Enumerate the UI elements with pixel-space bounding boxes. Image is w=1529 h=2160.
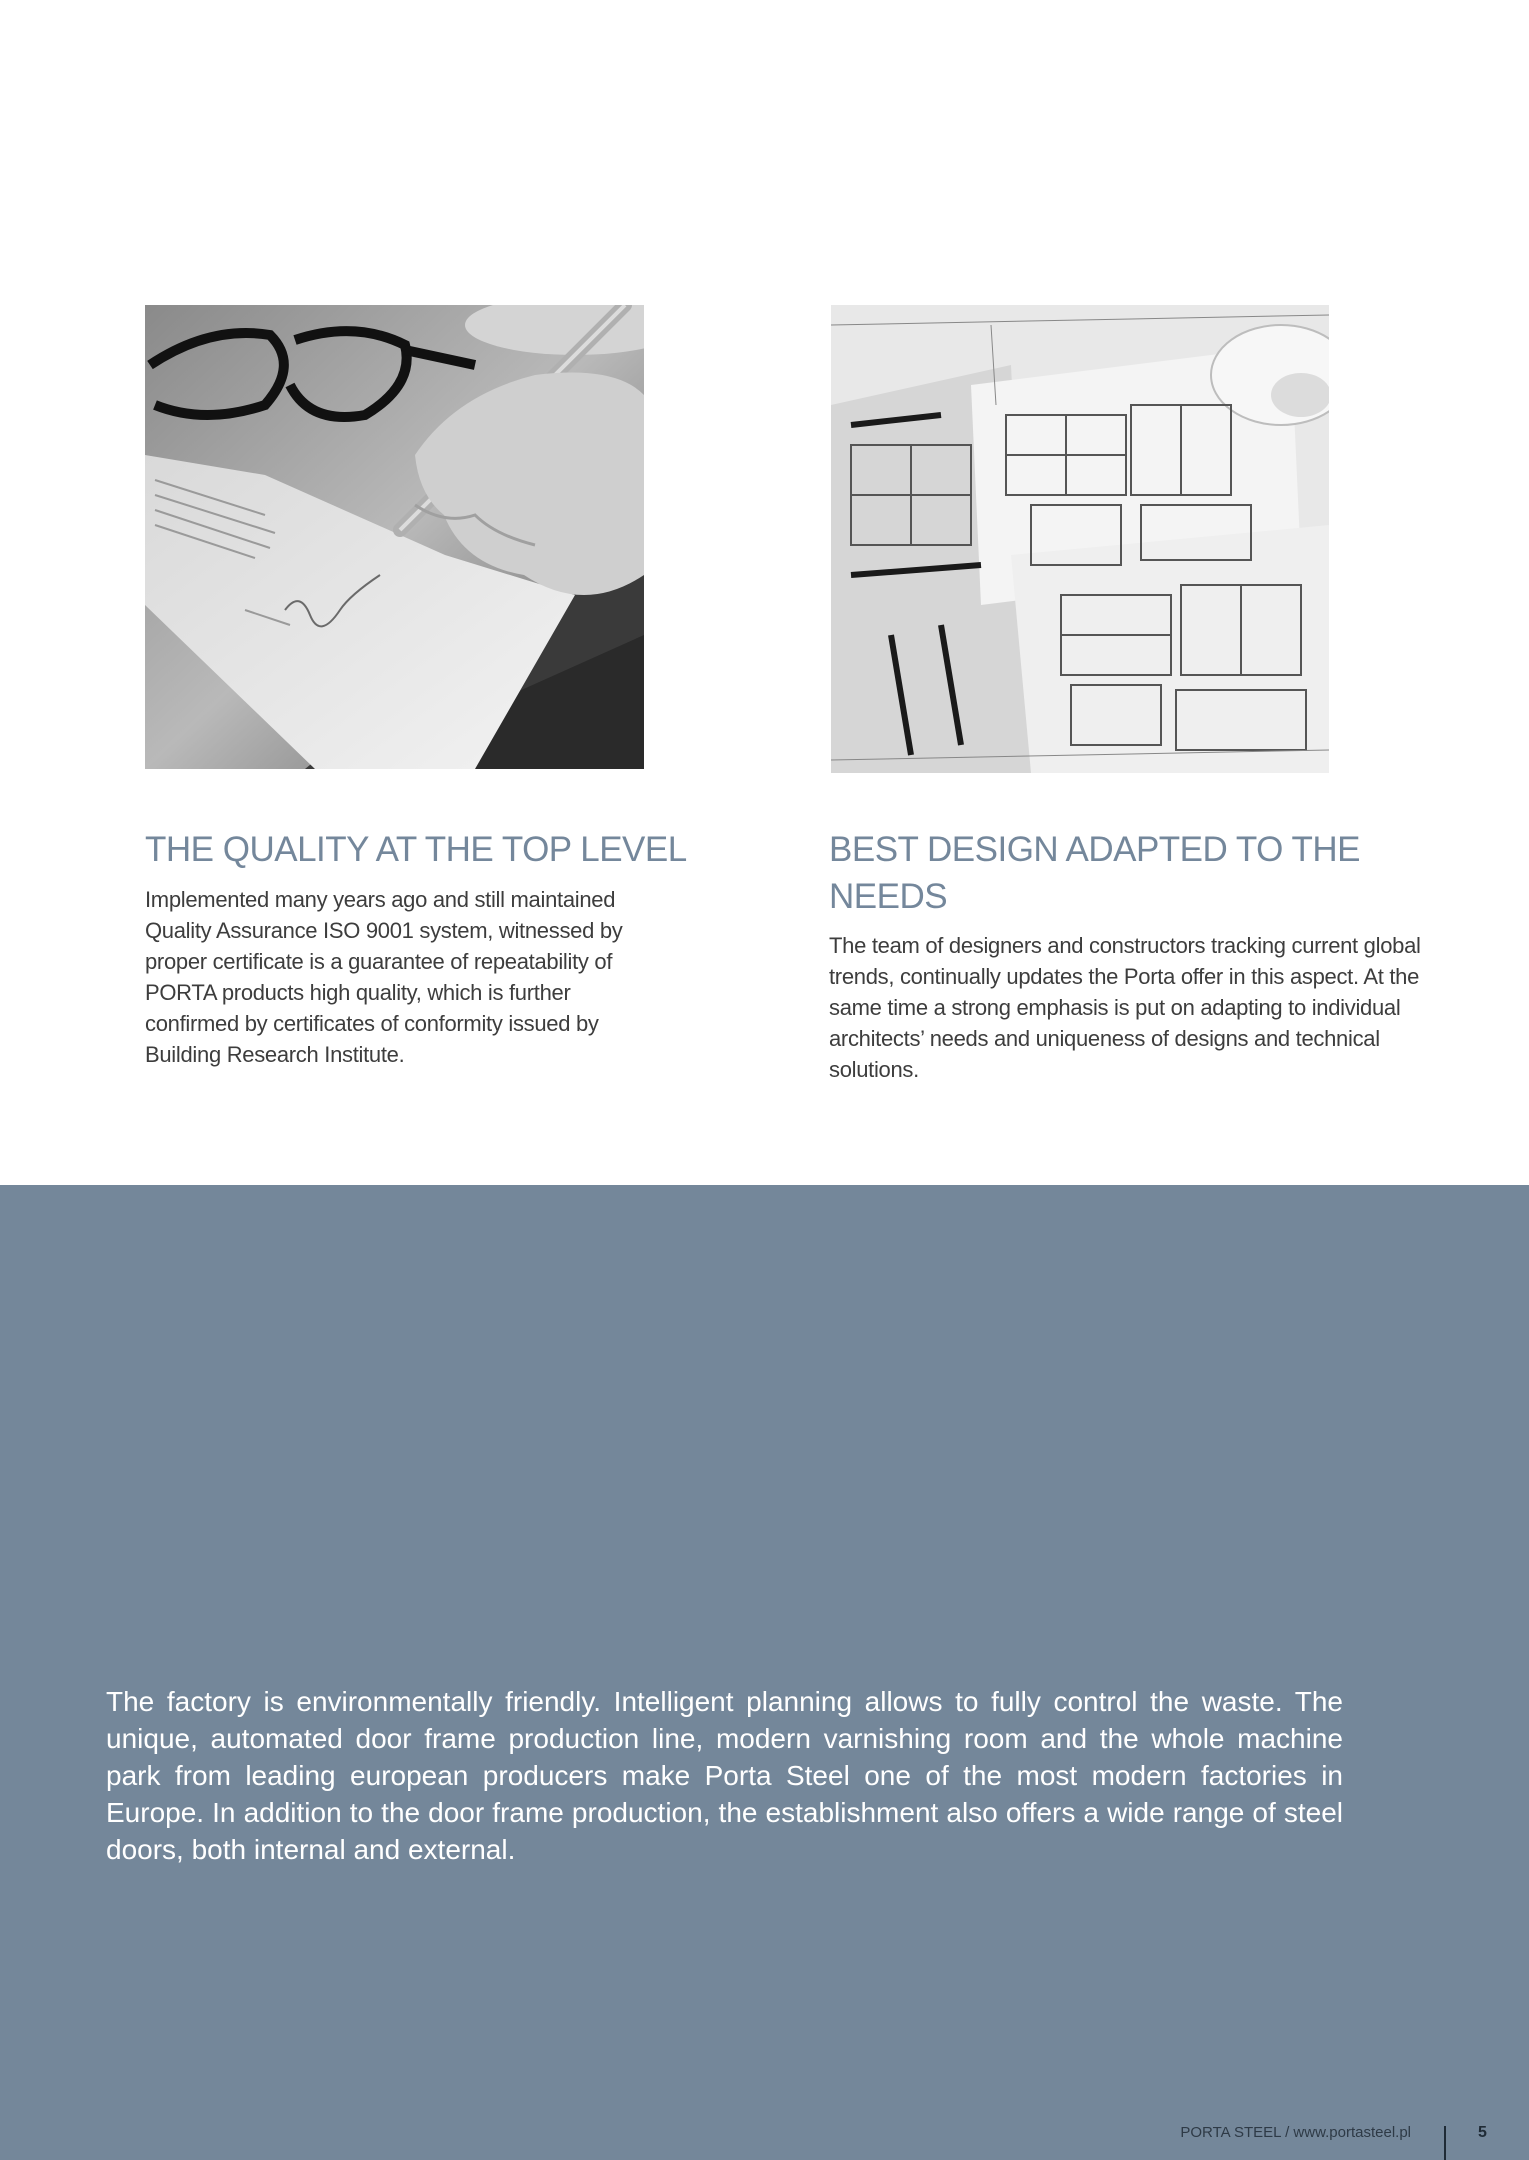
footer-divider	[1444, 2126, 1446, 2160]
factory-section-band	[0, 1185, 1529, 2160]
page-number: 5	[1478, 2124, 1487, 2141]
signing-photo	[145, 305, 644, 769]
signing-photo-illustration	[145, 305, 644, 769]
blueprints-photo-illustration	[831, 305, 1329, 773]
quality-heading: THE QUALITY AT THE TOP LEVEL	[145, 830, 687, 869]
design-heading: BEST DESIGN ADAPTED TO THE NEEDS	[829, 830, 1360, 916]
factory-paragraph: The factory is environmentally friendly. Intelligent planning allows to fully control the waste. The unique, automated door frame production line, modern varnishing room and the whole machine park from leading european producers make Porta Steel one of the most modern factories in Europe. In addition to the door frame production, the establishment also offers a wide range of steel doors, both internal and external.	[106, 1686, 1343, 1865]
quality-paragraph: Implemented many years ago and still maintained Quality Assurance ISO 9001 system, witnessed by proper certificate is a guarantee of repeatability of PORTA products high quality, which is further confirmed by certificates of conformity issued by Building Research Institute.	[145, 887, 623, 1067]
blueprints-photo	[831, 305, 1329, 773]
design-paragraph: The team of designers and constructors tracking current global trends, continually updates the Porta offer in this aspect. At the same time a strong emphasis is put on adapting to individual architects’ needs and uniqueness of designs and technical solutions.	[829, 933, 1421, 1082]
footer-company-url: PORTA STEEL / www.portasteel.pl	[1180, 2124, 1411, 2141]
